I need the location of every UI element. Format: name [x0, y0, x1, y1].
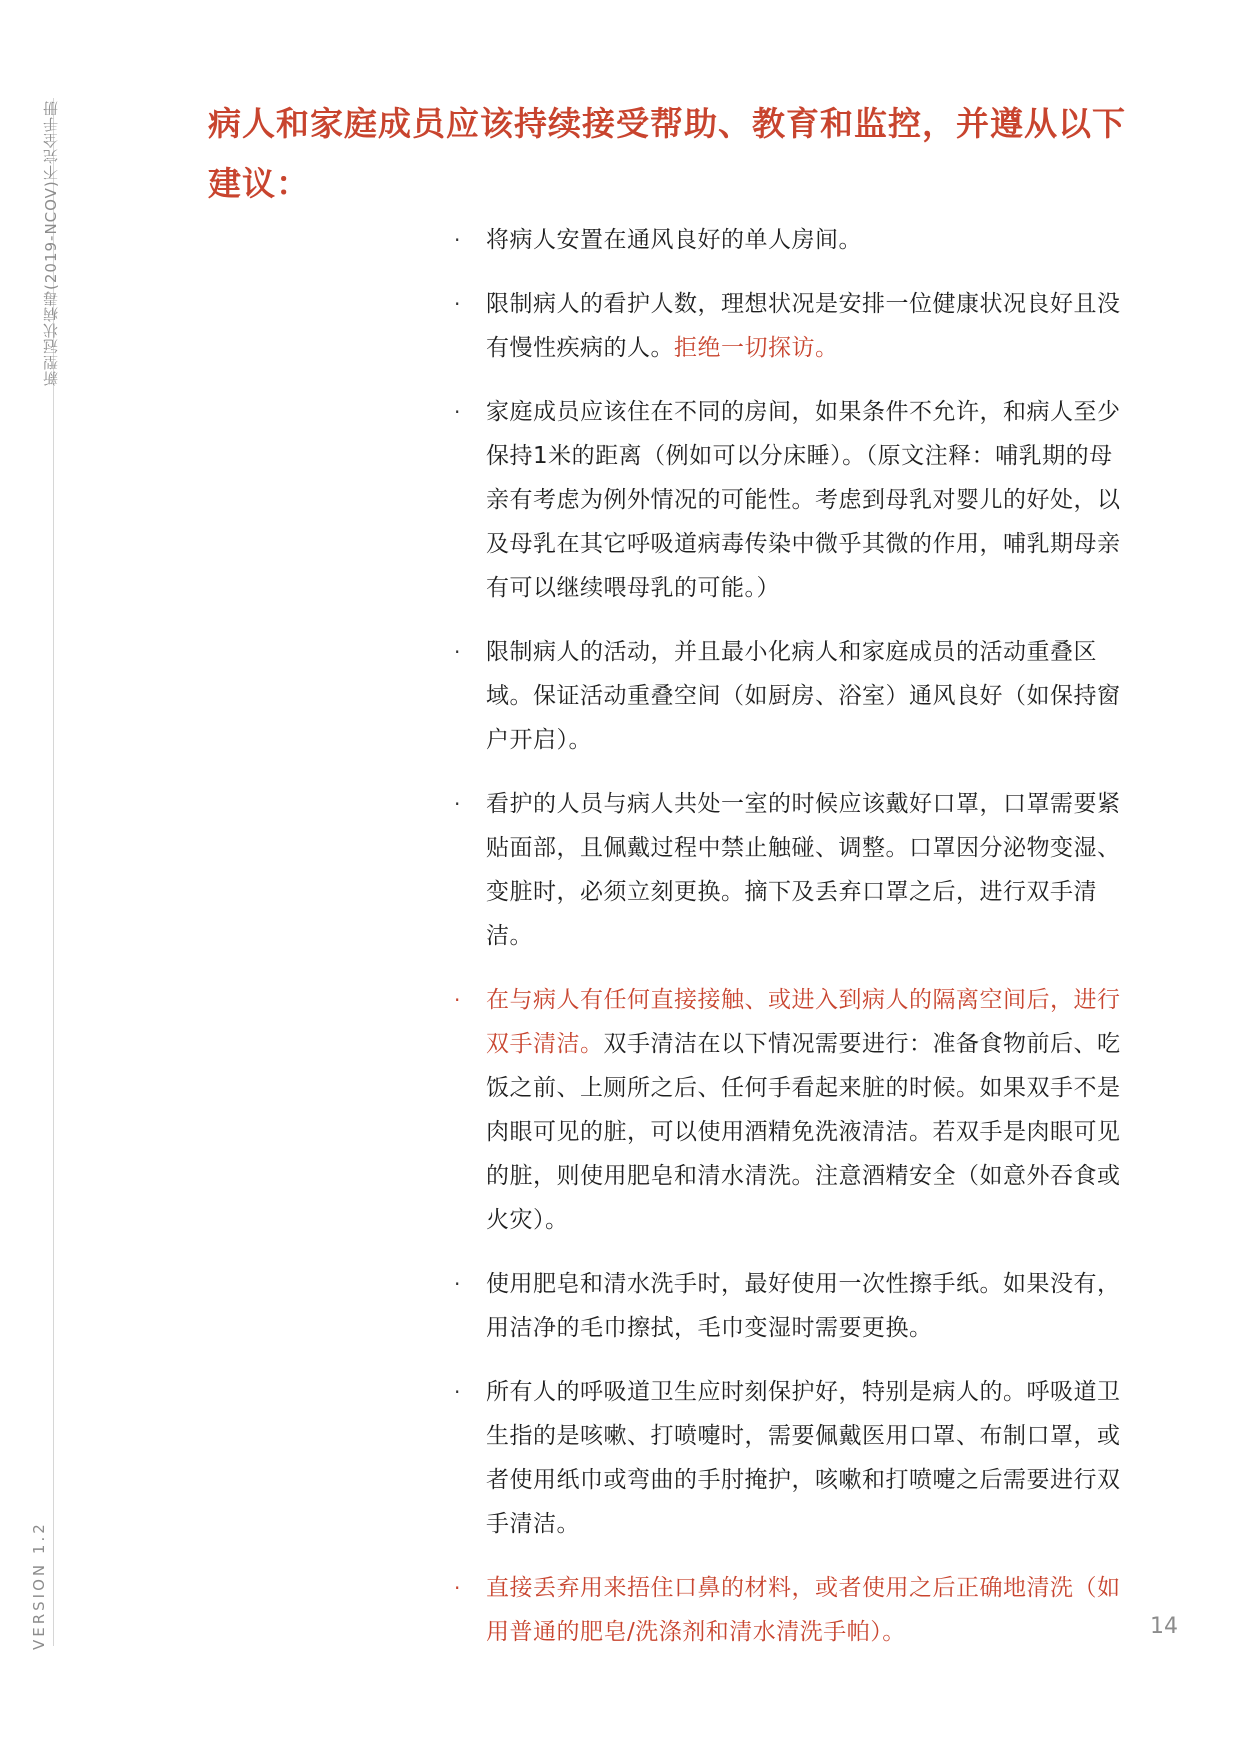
list-item — [452, 1262, 1132, 1350]
bullet-dot: · — [454, 988, 461, 1012]
bullet-dot: · — [454, 640, 461, 664]
bullet-dot: · — [454, 792, 461, 816]
list-item — [452, 630, 1132, 762]
list-item — [452, 978, 1132, 1242]
list-item — [452, 782, 1132, 958]
item-highlight: 拒绝一切探访。 — [674, 335, 839, 361]
item-text: 将病人安置在通风良好的单人房间。 — [486, 227, 862, 253]
item-highlight: 直接丢弃用来捂住口鼻的材料，或者使用之后正确地清洗（如用普通的肥皂/洗涤剂和清水清洗手帕）。 — [486, 1575, 1121, 1645]
list-item — [452, 218, 1132, 262]
recommendation-list — [452, 218, 1132, 1654]
list-item — [452, 1566, 1132, 1654]
bullet-dot: · — [454, 1272, 461, 1296]
item-text: 限制病人的看护人数，理想状况是安排一位健康状况良好且没有慢性疾病的人。 — [486, 291, 1121, 361]
list-item — [452, 282, 1132, 370]
item-highlight: 在与病人有任何直接接触、或进入到病人的隔离空间后，进行双手清洁。 — [486, 987, 1121, 1057]
item-text: 看护的人员与病人共处一室的时候应该戴好口罩，口罩需要紧贴面部，且佩戴过程中禁止触碰、调整。口罩因分泌物变湿、变脏时，必须立刻更换。摘下及丢弃口罩之后，进行双手清洁。 — [486, 791, 1121, 949]
bullet-dot: · — [454, 1380, 461, 1404]
item-text: 家庭成员应该住在不同的房间，如果条件不允许，和病人至少保持1米的距离（例如可以分床睡）。（原文注释：哺乳期的母亲有考虑为例外情况的可能性。考虑到母乳对婴儿的好处，以及母乳在其它呼吸道病毒传染中微乎其微的作用，哺乳期母亲有可以继续喂母乳的可能。） — [486, 399, 1121, 601]
bullet-dot: · — [454, 1576, 461, 1600]
section-heading: 病人和家庭成员应该持续接受帮助、教育和监控，并遵从以下建议： — [208, 104, 1126, 203]
list-item — [452, 390, 1132, 610]
bullet-dot: · — [454, 400, 461, 424]
sidebar-title: 新型冠状病毒(2019-NCOV)不完全手册 — [42, 100, 60, 386]
bullet-dot: · — [454, 292, 461, 316]
page-number: 14 — [1150, 1614, 1178, 1639]
item-text: 限制病人的活动，并且最小化病人和家庭成员的活动重叠区域。保证活动重叠空间（如厨房、浴室）通风良好（如保持窗户开启）。 — [486, 639, 1121, 753]
item-text: 双手清洁在以下情况需要进行：准备食物前后、吃饭之前、上厕所之后、任何手看起来脏的时候。如果双手不是肉眼可见的脏，可以使用酒精免洗液清洁。若双手是肉眼可见的脏，则使用肥皂和清水清洗。注意酒精安全（如意外吞食或火灾）。 — [486, 1031, 1121, 1233]
version-label: VERSION 1.2 — [30, 1521, 48, 1650]
item-text: 使用肥皂和清水洗手时，最好使用一次性擦手纸。如果没有，用洁净的毛巾擦拭，毛巾变湿时需要更换。 — [486, 1271, 1121, 1341]
bullet-dot: · — [454, 228, 461, 252]
list-item — [452, 1370, 1132, 1546]
item-text: 所有人的呼吸道卫生应时刻保护好，特别是病人的。呼吸道卫生指的是咳嗽、打喷嚏时，需要佩戴医用口罩、布制口罩，或者使用纸巾或弯曲的手肘掩护，咳嗽和打喷嚏之后需要进行双手清洁。 — [486, 1379, 1121, 1537]
